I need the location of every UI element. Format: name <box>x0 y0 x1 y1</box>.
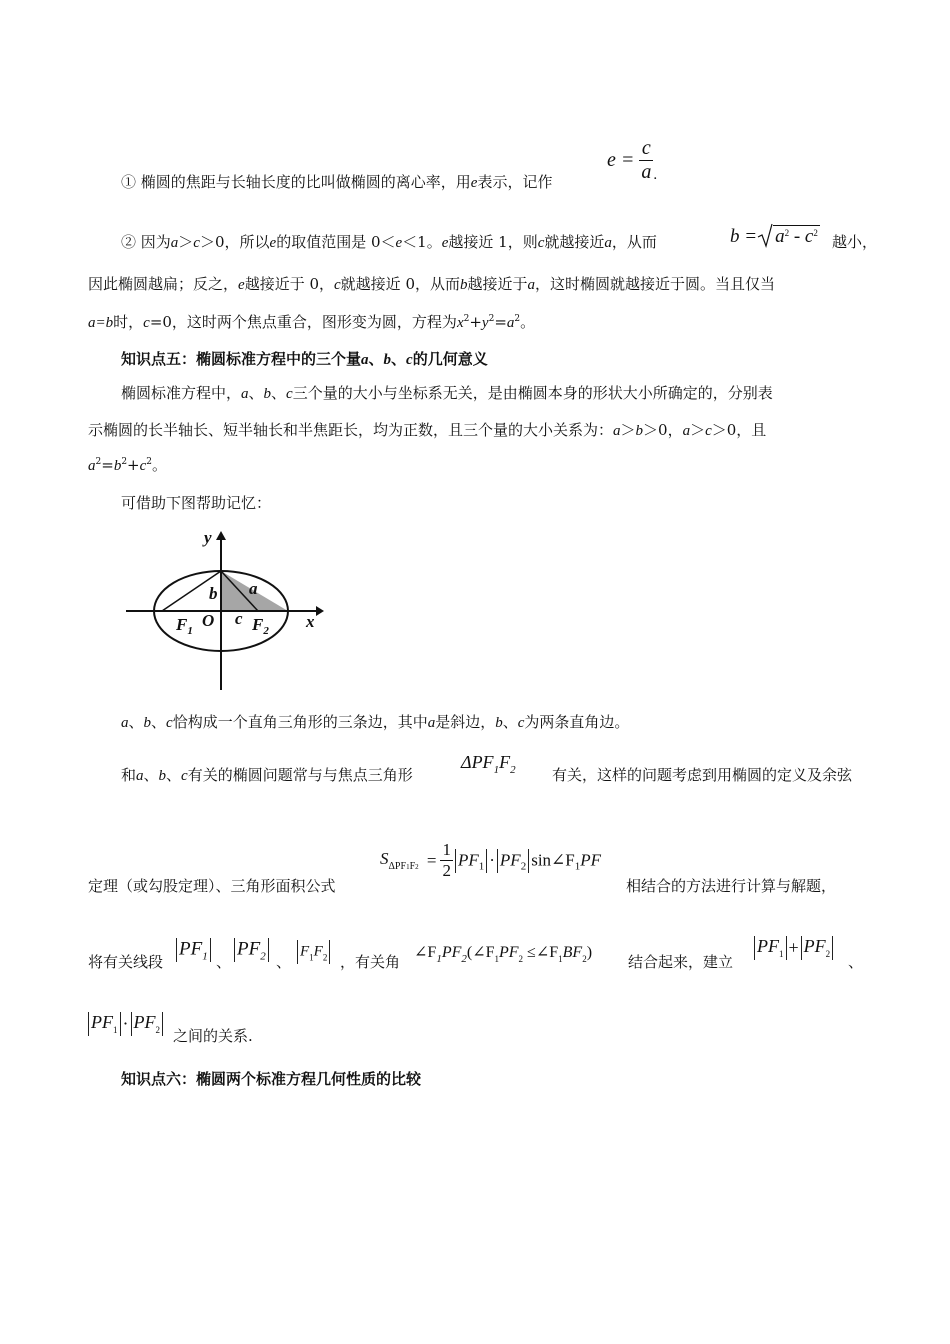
heading-knowledge-point-6: 知识点六：椭圆两个标准方程几何性质的比较 <box>121 1070 422 1088</box>
x-axis-label: x <box>306 612 315 631</box>
paragraph-focal-triangle-line3: 将有关线段 <box>88 953 164 971</box>
paragraph-abc-meaning-line2: 示椭圆的长半轴长、短半轴长和半焦距长，均为正数，且三个量的大小关系为：a＞b＞0，a＞c＞0，且 <box>88 421 767 439</box>
paragraph-focal-triangle-line2-end: 相结合的方法进行计算与解题， <box>626 877 837 895</box>
paragraph-memory-aid: 可借助下图帮助记忆： <box>121 494 272 512</box>
segment-PF2: $PF_2$ <box>232 938 271 962</box>
segment-PF1: $PF_1$ <box>174 938 213 962</box>
angle-formula: $\angle F_1PF_2(\angle F_1PF_2$ $\le\angle F_1BF_2$) <box>414 944 593 965</box>
paragraph-eccentricity-range-line2: 因此椭圆越扁；反之，e越接近于 0，c就越接近 0，从而b越接近于a，这时椭圆就越接近于圆。当且仅当 <box>88 275 776 293</box>
b-sqrt-formula: $b = a^2 - c^2$ <box>730 222 820 248</box>
paragraph-abc-meaning-line1: 椭圆标准方程中，a、b、c三个量的大小与坐标系无关，是由椭圆本身的形状大小所确定的，分别表 <box>121 384 773 402</box>
paragraph-right-triangle: a、b、c恰构成一个直角三角形的三条边，其中a是斜边，b、c为两条直角边。 <box>121 713 630 731</box>
label-b: b <box>209 584 218 603</box>
focal-triangle-formula: $\Delta PF_1F_2$ <box>461 752 516 776</box>
label-a: a <box>249 579 258 598</box>
paragraph-abc-meaning-line3: $a^2=b^2+c^2$。 <box>88 456 168 474</box>
paragraph-eccentricity-range-line3: a=b时，c=0，这时两个焦点重合，图形变为圆，方程为$x^2+y^2=a^2$。 <box>88 313 536 331</box>
segment-F1F2: $F_1F_2$ <box>295 940 332 964</box>
document-page: ① 椭圆的焦距与长轴长度的比叫做椭圆的离心率，用e表示，记作 e = $\frac{c}{a}$ $_.$ ② 因为a＞c＞0，所以e的取值范围是 0＜e＜1。e越接近 1，则c就越接近a，从而 $b = a^2 - c^2$ 越小， 因此椭圆越扁；反之，e越接近于 0，c就越接近 0，从而b越接近于a，这时椭圆就越接近于圆。当且仅当 a=b时，c=0，这时两个焦点重合，图形变为圆，方程为$x^2+y^2=a^2$。 知识点五：椭圆标准方程中的三个量a、b、c的几何意义 椭圆标准方程中，a、b、c三个量的大小与坐标系无关，是由椭圆本身的形状大小所确定的，分别表 示椭圆的长半轴长、短半轴长和半焦距长，均为正数，且三个量的大小关系为：a＞b＞0，a＞c＞0，且 $a^2=b^2+c^2$。 可借助下图帮助记忆： y x b a O c $F_1$ $F_2$ a、b、c恰构成一个直角三角形的三条边，其中a是斜边，b、c为两条直角边。 和a、b、c有关的椭圆问题常与与焦点三角形 $\Delta PF_1F_2$ 有关，这样的问题考虑到用椭圆的定义及余弦 定理（或勾股定理）、三角形面积公式 $S_{\Delta PF1F2}$ = $\frac{1}{2}$ $PF_1 \cdot PF_2$ $\sin\angle F_1PF$ 相结合的方法进行计算与解题， 将有关线段 $PF_1$ 、 $PF_2$ 、 $F_1F_2$ ，有关角 $\angle F_1PF_2(\angle F_1PF_2$ $\le\angle F_1BF_2$) 结合起来，建立 $PF_1 + PF_2$ 、 $PF_1 \cdot PF_2$ 之间的关系. 知识点六：椭圆两个标准方程几何性质的比较 <box>88 137 878 1088</box>
label-F2: $F_2$ <box>252 615 269 637</box>
x-axis-arrow-icon <box>316 606 324 616</box>
product-formula: $PF_1 \cdot PF_2$ <box>86 1012 165 1036</box>
sqrt-sign-icon <box>757 222 773 248</box>
ellipse-figure <box>118 524 328 694</box>
label-c: c <box>235 609 243 628</box>
eccentricity-formula: e = $\frac{c}{a}$ $_.$ <box>607 137 658 184</box>
triangle-area-formula: $S_{\Delta PF1F2}$ = $\frac{1}{2}$ $PF_1 \cdot PF_2$ $\sin\angle F_1PF$ <box>380 840 602 880</box>
y-axis-label: y <box>204 528 212 547</box>
label-origin: O <box>202 611 215 630</box>
paragraph-focal-triangle-line1: 和a、b、c有关的椭圆问题常与与焦点三角形 <box>121 766 413 784</box>
paragraph-focal-triangle-line2: 定理（或勾股定理）、三角形面积公式 <box>88 877 336 895</box>
paragraph-eccentricity-definition: ① 椭圆的焦距与长轴长度的比叫做椭圆的离心率，用e表示，记作 <box>121 173 553 191</box>
paragraph-line1-end: 越小， <box>832 233 878 251</box>
paragraph-eccentricity-range-line1: ② 因为a＞c＞0，所以e的取值范围是 0＜e＜1。e越接近 1，则c就越接近a，从而 <box>121 233 657 251</box>
heading-knowledge-point-5: 知识点五：椭圆标准方程中的三个量a、b、c的几何意义 <box>121 350 488 368</box>
y-axis-arrow-icon <box>216 531 226 540</box>
paragraph-focal-triangle-line1-end: 有关，这样的问题考虑到用椭圆的定义及余弦 <box>552 766 853 784</box>
label-F1: $F_1$ <box>176 615 193 637</box>
sum-formula: $PF_1 + PF_2$ <box>752 936 835 960</box>
